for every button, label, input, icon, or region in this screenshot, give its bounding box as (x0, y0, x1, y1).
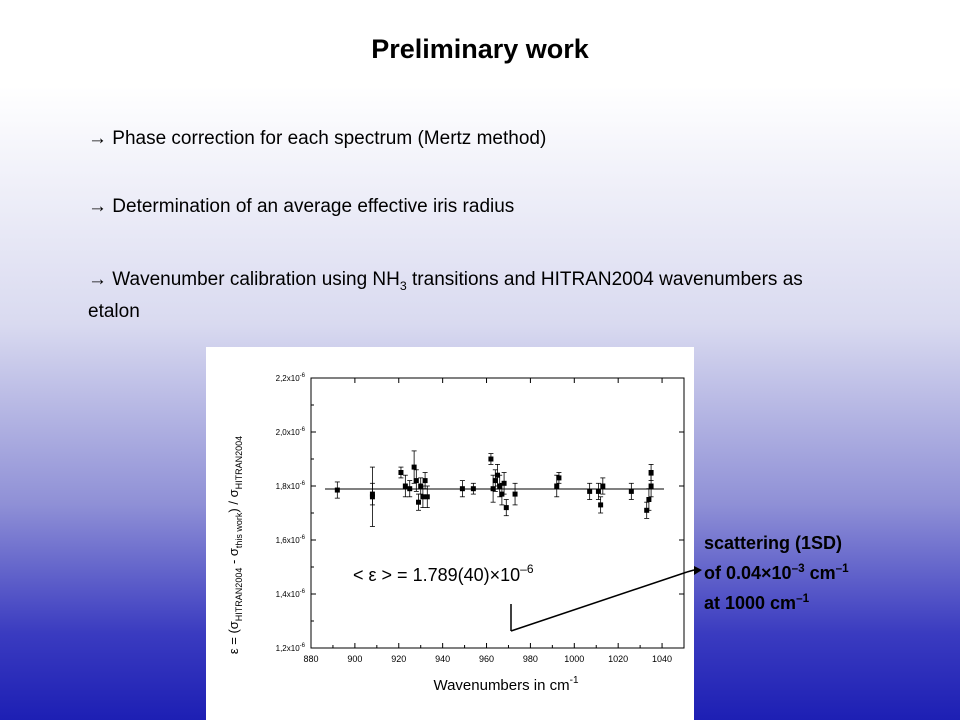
arrow-icon: → (88, 128, 107, 149)
arrow-icon: → (88, 196, 107, 217)
x-tick-label: 880 (303, 654, 319, 664)
x-axis-label: Wavenumbers in $cm^{-1}$ (433, 675, 579, 694)
mean-value-label: < ε > = $1.789(40)\times 10^{-6}$ (353, 562, 534, 585)
y-tick-label: $1,2x10^{-6}$ (275, 643, 305, 653)
x-tick-label: 940 (435, 654, 451, 664)
x-tick-label: 980 (522, 654, 538, 664)
bullet-text-part1: Wavenumber calibration using NH (112, 269, 400, 290)
y-tick-label: $1,8x10^{-6}$ (275, 481, 305, 491)
callout-arrowhead-icon (694, 566, 702, 575)
y-tick-label: $2,2x10^{-6}$ (275, 373, 305, 383)
x-tick-label: 900 (347, 654, 363, 664)
x-tick-label: 920 (391, 654, 407, 664)
scattering-note (704, 530, 849, 616)
note-line-2: of $0.04\times 10^{-3}$ $cm^{-1}$ (704, 562, 849, 583)
x-tick-label: 1040 (652, 654, 673, 664)
note-line-1: scattering (1SD) (704, 533, 843, 553)
callout-line-tail (687, 570, 694, 572)
arrow-icon: → (88, 269, 107, 290)
y-tick-label: $2,0x10^{-6}$ (275, 427, 305, 437)
bullet-text-part2: transitions and HITRAN2004 wavenumbers as etalon (88, 269, 803, 322)
y-tick-label: $1,4x10^{-6}$ (275, 589, 305, 599)
x-tick-label: 960 (479, 654, 495, 664)
y-tick-label: $1,6x10^{-6}$ (275, 535, 305, 545)
note-line-3: at 1000 $cm^{-1}$ (704, 592, 810, 613)
bullet-text: Phase correction for each spectrum (Mertz method) (112, 128, 547, 149)
x-tick-label: 1020 (608, 654, 629, 664)
y-axis-label: $\varepsilon = (\sigma_{HITRAN2004} - \sigma_{this work}) / \sigma_{HITRAN2004}$ (226, 435, 244, 655)
x-tick-label: 1000 (564, 654, 585, 664)
bullet-text: Determination of an average effective iris radius (112, 196, 515, 217)
bullet-subscript: 3 (399, 278, 407, 293)
slide-title: Preliminary work (371, 34, 589, 64)
